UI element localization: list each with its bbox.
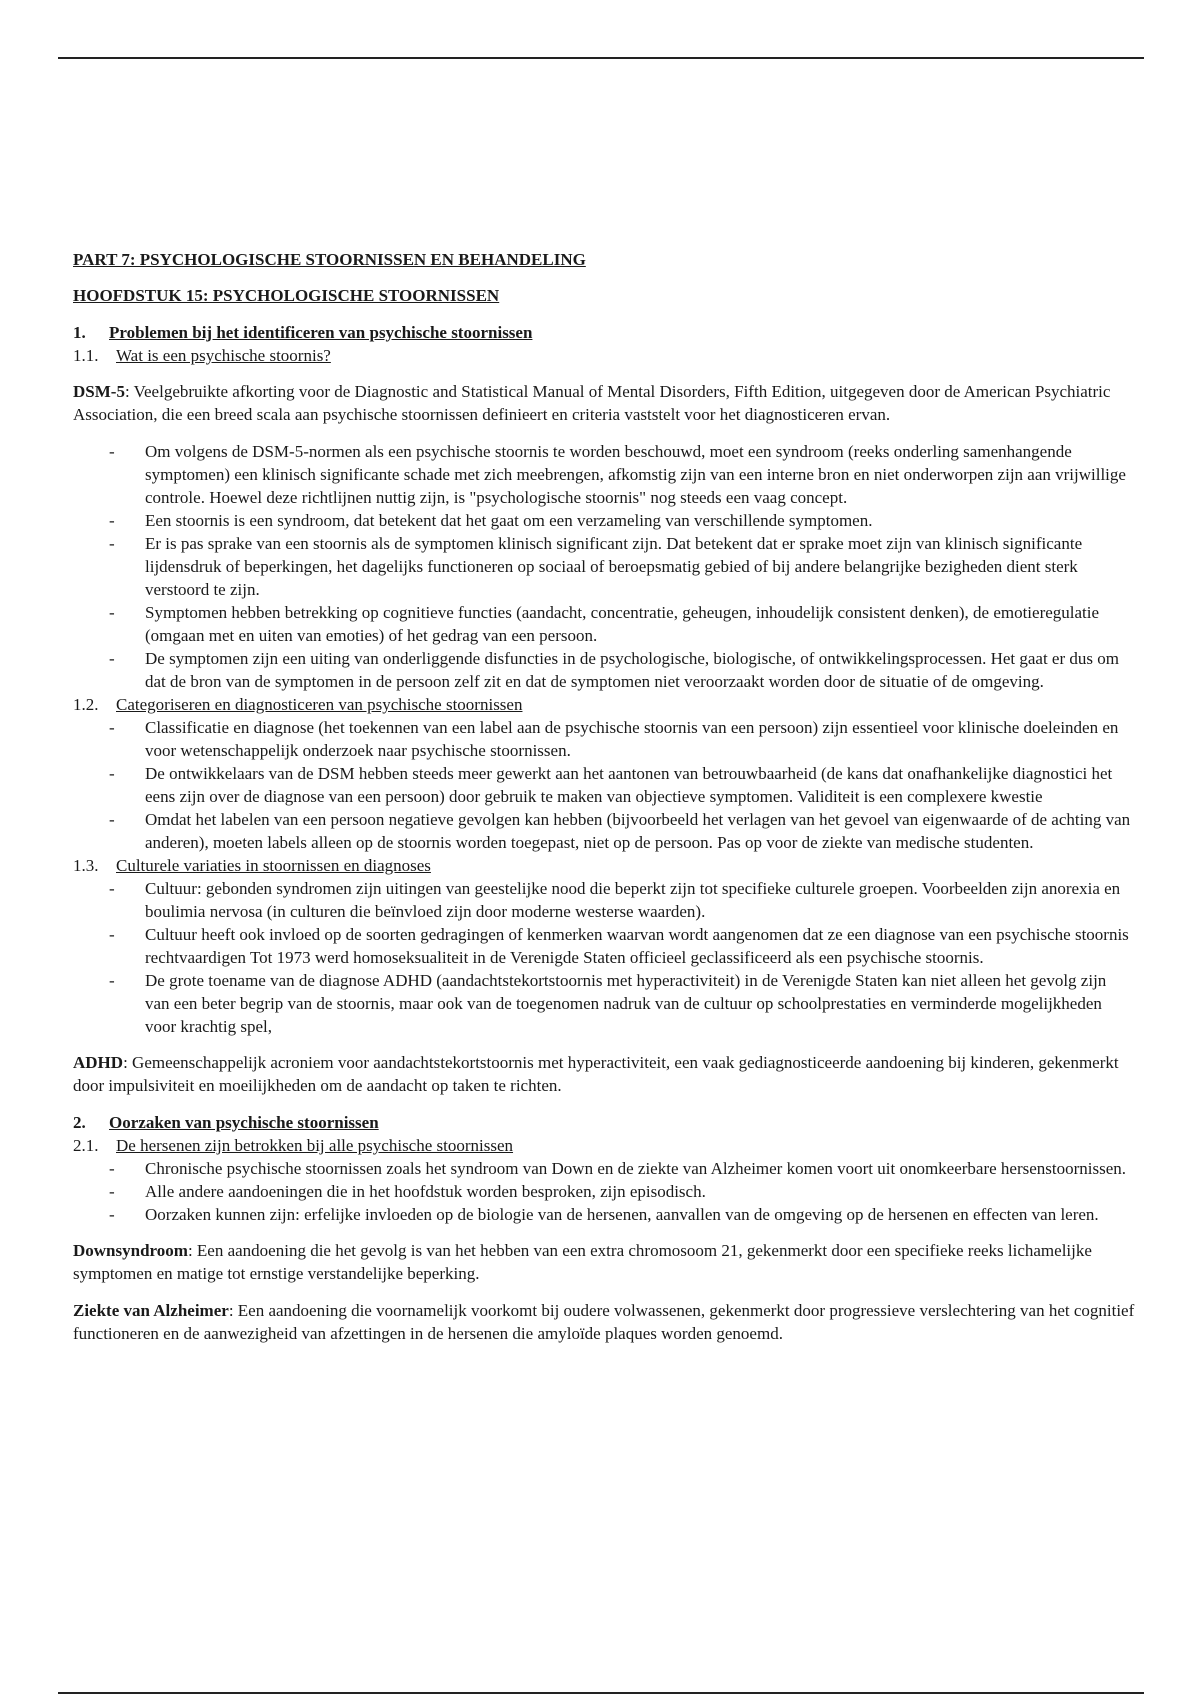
- bullet-dash: -: [109, 511, 115, 530]
- bullet-list-2-1: [73, 1157, 1135, 1226]
- definition-downsyndroom: [73, 1239, 1135, 1285]
- subsection-heading-1-1: [73, 344, 1135, 367]
- subsection-number: 1.2.: [73, 695, 99, 714]
- bullet-dash: -: [109, 1205, 115, 1224]
- subsection-heading-1-3: [73, 854, 1135, 877]
- bullet-dash: -: [109, 879, 115, 898]
- definition-text: : Een aandoening die voornamelijk voorkomt bij oudere volwassenen, gekenmerkt door progressieve verslechtering van het cognitief functioneren en de aanwezigheid van afzettingen in de hersenen die amyloïde plaques worden genoemd.: [73, 1301, 1135, 1343]
- definition-text: : Veelgebruikte afkorting voor de Diagnostic and Statistical Manual of Mental Disorders, Fifth Edition, uitgegeven door de American Psychiatric Association, die een breed scala aan psychische stoornissen definieert en criteria vaststelt voor het diagnosticeren ervan.: [73, 382, 1111, 424]
- list-item-text: De symptomen zijn een uiting van onderliggende disfuncties in de psychologische, biologische, of ontwikkelingsprocessen. Het gaat er dus om dat de bron van de symptomen in de persoon zelf zit en dat de symptomen niet veroorzaakt worden door de situatie of de omgeving.: [145, 649, 1119, 691]
- list-item: [73, 601, 1135, 647]
- bullet-list-1-3: [73, 877, 1135, 1038]
- list-item: [73, 1203, 1135, 1226]
- bullet-list-1-1: [73, 440, 1135, 693]
- section-heading-2: [73, 1111, 1135, 1134]
- list-item-text: Cultuur heeft ook invloed op de soorten gedragingen of kenmerken waarvan wordt aangenomen dat ze een diagnose van een psychische stoornis rechtvaardigen Tot 1973 werd homoseksualiteit in de Verenigde Staten officieel geclassificeerd als een psychische stoornis.: [145, 925, 1129, 967]
- definition-adhd: [73, 1051, 1135, 1097]
- list-item: [73, 969, 1135, 1038]
- definition-text: : Een aandoening die het gevolg is van het hebben van een extra chromosoom 21, gekenmerkt door een specifieke reeks lichamelijke symptomen en matige tot ernstige verstandelijke beperking.: [73, 1241, 1092, 1283]
- definition-term: ADHD: [73, 1053, 124, 1072]
- bullet-dash: -: [109, 925, 115, 944]
- list-item-text: De grote toename van de diagnose ADHD (aandachtstekortstoornis met hyperactiviteit) in de Verenigde Staten kan niet alleen het gevolg zijn van een beter begrip van de stoornis, maar ook van de toegenomen nadruk van de cultuur op schoolprestaties en verminderde mogelijkheden voor krachtig spel,: [145, 971, 1107, 1036]
- list-item-text: Alle andere aandoeningen die in het hoofdstuk worden besproken, zijn episodisch.: [145, 1182, 706, 1201]
- list-item-text: Chronische psychische stoornissen zoals het syndroom van Down en de ziekte van Alzheimer komen voort uit onomkeerbare hersenstoornissen.: [145, 1159, 1127, 1178]
- subsection-title: De hersenen zijn betrokken bij alle psychische stoornissen: [116, 1136, 514, 1155]
- subsection-title: Wat is een psychische stoornis?: [116, 346, 331, 365]
- bullet-dash: -: [109, 442, 115, 461]
- section-heading-1: [73, 321, 1135, 344]
- bullet-dash: -: [109, 1159, 115, 1178]
- definition-dsm5: [73, 380, 1135, 426]
- bullet-list-1-2: [73, 716, 1135, 854]
- definition-term: DSM-5: [73, 382, 125, 401]
- bullet-dash: -: [109, 971, 115, 990]
- subsection-number: 1.1.: [73, 346, 99, 365]
- list-item: [73, 923, 1135, 969]
- list-item-text: Om volgens de DSM-5-normen als een psychische stoornis te worden beschouwd, moet een syndroom (reeks onderling samenhangende symptomen) een klinisch significante schade met zich meebrengen, afkomstig zijn van een interne bron en niet onderworpen zijn aan vrijwillige controle. Hoewel deze richtlijnen nuttig zijn, is "psychologische stoornis" nog steeds een vaag concept.: [145, 442, 1126, 507]
- definition-text: : Gemeenschappelijk acroniem voor aandachtstekortstoornis met hyperactiviteit, een vaak gediagnosticeerde aandoening bij kinderen, gekenmerkt door impulsiviteit en moeilijkheden om de aandacht op taken te richten.: [73, 1053, 1119, 1095]
- bottom-rule: [58, 1692, 1144, 1694]
- list-item: [73, 877, 1135, 923]
- definition-alzheimer: [73, 1299, 1135, 1345]
- chapter-title: HOOFDSTUK 15: PSYCHOLOGISCHE STOORNISSEN: [73, 286, 500, 305]
- bullet-dash: -: [109, 810, 115, 829]
- top-rule: [58, 57, 1144, 59]
- list-item: [73, 716, 1135, 762]
- list-item: [73, 509, 1135, 532]
- bullet-dash: -: [109, 649, 115, 668]
- definition-term: Downsyndroom: [73, 1241, 188, 1260]
- list-item: [73, 1180, 1135, 1203]
- list-item: [73, 762, 1135, 808]
- list-item-text: Symptomen hebben betrekking op cognitieve functies (aandacht, concentratie, geheugen, inhoudelijk consistent denken), de emotieregulatie (omgaan met en uiten van emoties) of het gedrag van een persoon.: [145, 603, 1100, 645]
- bullet-dash: -: [109, 1182, 115, 1201]
- list-item-text: Classificatie en diagnose (het toekennen van een label aan de psychische stoornis van een persoon) zijn essentieel voor klinische doeleinden en voor wetenschappelijk onderzoek naar psychische stoornissen.: [145, 718, 1119, 760]
- list-item-text: Oorzaken kunnen zijn: erfelijke invloeden op de biologie van de hersenen, aanvallen van de omgeving op de hersenen en effecten van leren.: [145, 1205, 1099, 1224]
- list-item-text: Er is pas sprake van een stoornis als de symptomen klinisch significant zijn. Dat betekent dat er sprake moet zijn van klinisch significante lijdensdruk of beperkingen, het dagelijks functioneren op sociaal of beroepsmatig gebied of bij andere belangrijke bezigheden dient sterk verstoord te zijn.: [145, 534, 1083, 599]
- subsection-number: 1.3.: [73, 856, 99, 875]
- section-title: Problemen bij het identificeren van psychische stoornissen: [109, 323, 533, 342]
- bullet-dash: -: [109, 718, 115, 737]
- part-title: PART 7: PSYCHOLOGISCHE STOORNISSEN EN BEHANDELING: [73, 250, 586, 269]
- list-item-text: Een stoornis is een syndroom, dat betekent dat het gaat om een verzameling van verschillende symptomen.: [145, 511, 873, 530]
- subsection-title: Culturele variaties in stoornissen en diagnoses: [116, 856, 431, 875]
- bullet-dash: -: [109, 603, 115, 622]
- subsection-heading-2-1: [73, 1134, 1135, 1157]
- list-item: [73, 808, 1135, 854]
- list-item: [73, 1157, 1135, 1180]
- section-title: Oorzaken van psychische stoornissen: [109, 1113, 379, 1132]
- subsection-title: Categoriseren en diagnosticeren van psychische stoornissen: [116, 695, 523, 714]
- list-item-text: Omdat het labelen van een persoon negatieve gevolgen kan hebben (bijvoorbeeld het verlagen van het gevoel van eigenwaarde of de achting van anderen), moeten labels alleen op de stoornis worden toegepast, niet op de persoon. Pas op voor de ziekte van medische studenten.: [145, 810, 1131, 852]
- bullet-dash: -: [109, 764, 115, 783]
- list-item: [73, 647, 1135, 693]
- section-number: 2.: [73, 1113, 86, 1132]
- bullet-dash: -: [109, 534, 115, 553]
- section-number: 1.: [73, 323, 86, 342]
- subsection-number: 2.1.: [73, 1136, 99, 1155]
- definition-term: Ziekte van Alzheimer: [73, 1301, 229, 1320]
- list-item: [73, 440, 1135, 509]
- list-item-text: Cultuur: gebonden syndromen zijn uitingen van geestelijke nood die beperkt zijn tot specifieke culturele groepen. Voorbeelden zijn anorexia en boulimia nervosa (in culturen die beïnvloed zijn door moderne westerse waarden).: [145, 879, 1121, 921]
- document-body: [73, 248, 1135, 1359]
- subsection-heading-1-2: [73, 693, 1135, 716]
- list-item-text: De ontwikkelaars van de DSM hebben steeds meer gewerkt aan het aantonen van betrouwbaarheid (de kans dat onafhankelijke diagnostici het eens zijn over de diagnose van een persoon) door gebruik te maken van objectieve symptomen. Validiteit is een complexere kwestie: [145, 764, 1113, 806]
- list-item: [73, 532, 1135, 601]
